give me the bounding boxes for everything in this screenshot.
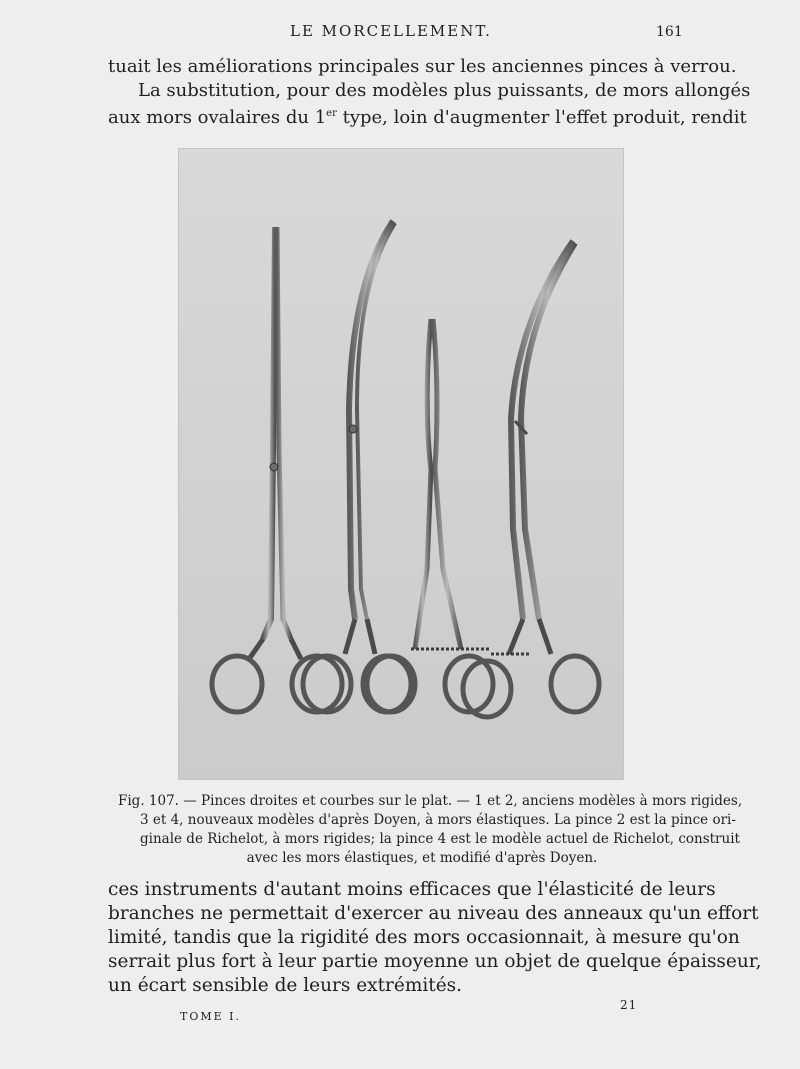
text-line: tuait les améliorations principales sur les anciennes pinces à verrou.: [108, 56, 737, 77]
text-line: branches ne permettait d'exercer au niveau des anneaux qu'un effort: [108, 903, 759, 924]
body-text-top: [108, 55, 751, 130]
text-fragment: aux mors ovalaires du 1: [108, 107, 327, 128]
forceps-2-curved: [303, 221, 411, 712]
signature-mark: 21: [620, 998, 638, 1012]
caption-line: 3 et 4, nouveaux modèles d'après Doyen, à mors élastiques. La pince 2 est la pince ori-: [140, 812, 736, 828]
text-line: un écart sensible de leurs extrémités.: [108, 975, 463, 996]
text-line: La substitution, pour des modèles plus puissants, de mors allongés: [138, 79, 751, 101]
paragraph-instruments: [108, 878, 762, 998]
superscript: er: [326, 108, 337, 119]
running-title: LE MORCELLEMENT.: [290, 22, 492, 40]
forceps-illustration: [179, 149, 623, 779]
text-line: ces instruments d'autant moins efficaces que l'élasticité de leurs: [108, 879, 716, 900]
text-line: serrait plus fort à leur partie moyenne un objet de quelque épaisseur,: [108, 951, 762, 972]
volume-label: TOME I.: [180, 1010, 241, 1023]
body-text-bottom: [108, 878, 762, 998]
caption-line: Fig. 107. — Pinces droites et courbes sur le plat. — 1 et 2, anciens modèles à mors rigides,: [118, 793, 743, 809]
figure-forceps-photo: [178, 148, 624, 780]
caption-line: ginale de Richelot, à mors rigides; la pince 4 est le modèle actuel de Richelot, construit: [140, 831, 740, 847]
paragraph-continuation: [108, 55, 737, 79]
forceps-3-straight-elastic: [367, 319, 493, 712]
page-number: 161: [656, 24, 683, 40]
caption-line: avec les mors élastiques, et modifié d'après Doyen.: [246, 850, 598, 866]
forceps-4-curved-elastic: [463, 241, 599, 717]
text-line: limité, tandis que la rigidité des mors occasionnait, à mesure qu'on: [108, 927, 740, 948]
figure-caption: [118, 792, 743, 868]
text-fragment: type, loin d'augmenter l'effet produit, rendit: [336, 107, 747, 128]
running-head: [0, 18, 800, 42]
forceps-1-straight: [212, 227, 342, 712]
paragraph-substitution: [108, 79, 751, 130]
text-line: [108, 102, 747, 130]
